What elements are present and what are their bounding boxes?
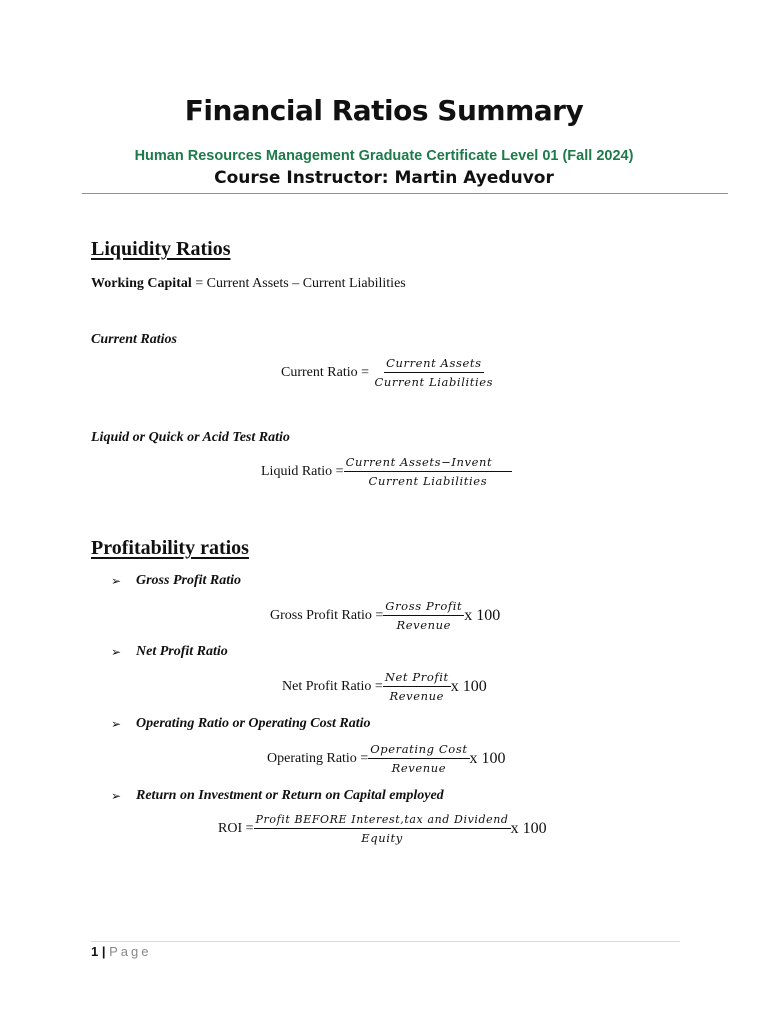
roi-heading: Return on Investment or Return on Capital employed: [136, 788, 444, 803]
arrow-bullet-icon: ➢: [111, 788, 122, 803]
current-ratio-denominator: Current Liabilities: [374, 375, 494, 389]
header-divider: [82, 193, 728, 194]
current-ratio-heading: Current Ratios: [91, 332, 177, 347]
gross-profit-heading: Gross Profit Ratio: [136, 573, 242, 588]
operating-ratio-fraction: [368, 742, 469, 775]
liquid-ratio-heading: Liquid or Quick or Acid Test Ratio: [91, 430, 290, 445]
operating-ratio-numerator: Operating Cost: [368, 742, 469, 759]
arrow-bullet-icon: ➢: [111, 716, 122, 731]
working-capital-formula: = Current Assets – Current Liabilities: [191, 276, 406, 291]
net-profit-multiplier: x 100: [450, 677, 487, 695]
liquid-ratio-denominator: Current Liabilities: [368, 474, 488, 488]
gross-profit-numerator: Gross Profit: [383, 599, 464, 616]
document-title: Financial Ratios Summary: [184, 94, 584, 127]
arrow-bullet-icon: ➢: [111, 573, 122, 588]
net-profit-denominator: Revenue: [389, 689, 445, 703]
current-ratio-lhs: Current Ratio =: [281, 364, 373, 380]
arrow-bullet-icon: ➢: [111, 644, 122, 659]
list-item: [111, 573, 241, 589]
roi-multiplier: x 100: [510, 820, 547, 837]
list-item: [111, 644, 228, 660]
list-item: [111, 716, 371, 732]
working-capital-line: [91, 276, 406, 292]
operating-ratio-formula: [267, 742, 506, 775]
roi-fraction: [254, 813, 511, 845]
gross-profit-fraction: [383, 599, 464, 632]
roi-formula: [218, 813, 547, 845]
page-label: Page: [109, 944, 152, 959]
roi-lhs: ROI =: [218, 821, 254, 836]
roi-denominator: Equity: [361, 831, 403, 845]
working-capital-label: Working Capital: [91, 276, 192, 291]
liquid-ratio-lhs: Liquid Ratio =: [261, 463, 344, 479]
page-footer: [91, 944, 152, 959]
gross-profit-denominator: Revenue: [396, 618, 452, 632]
footer-separator: |: [101, 944, 106, 959]
page-number: 1: [91, 944, 99, 959]
current-ratio-numerator: Current Assets: [384, 356, 484, 373]
net-profit-numerator: Net Profit: [383, 670, 451, 687]
operating-ratio-multiplier: x 100: [469, 749, 506, 767]
net-profit-fraction: [383, 670, 451, 703]
profitability-heading: Profitability ratios: [91, 537, 249, 559]
liquidity-heading: Liquidity Ratios: [91, 238, 231, 260]
net-profit-lhs: Net Profit Ratio =: [282, 678, 383, 694]
list-item: [111, 788, 444, 804]
net-profit-formula: [282, 670, 487, 703]
gross-profit-multiplier: x 100: [464, 606, 501, 624]
course-instructor: Course Instructor: Martin Ayeduvor: [214, 168, 554, 188]
liquid-ratio-numerator: Current Assets−Invent: [344, 455, 513, 472]
footer-divider: [91, 941, 680, 942]
current-ratio-formula: [281, 356, 495, 389]
operating-ratio-denominator: Revenue: [391, 761, 447, 775]
operating-ratio-lhs: Operating Ratio =: [267, 750, 369, 766]
operating-ratio-heading: Operating Ratio or Operating Cost Ratio: [136, 716, 371, 731]
course-subtitle: Human Resources Management Graduate Certificate Level 01 (Fall 2024): [134, 148, 634, 164]
liquid-ratio-fraction: [344, 455, 513, 488]
liquid-ratio-formula: [261, 455, 512, 488]
net-profit-heading: Net Profit Ratio: [136, 644, 228, 659]
current-ratio-fraction: [373, 356, 496, 389]
gross-profit-lhs: Gross Profit Ratio =: [270, 607, 384, 623]
gross-profit-formula: [270, 599, 500, 632]
roi-numerator: Profit BEFORE Interest,tax and Dividend: [254, 813, 511, 829]
